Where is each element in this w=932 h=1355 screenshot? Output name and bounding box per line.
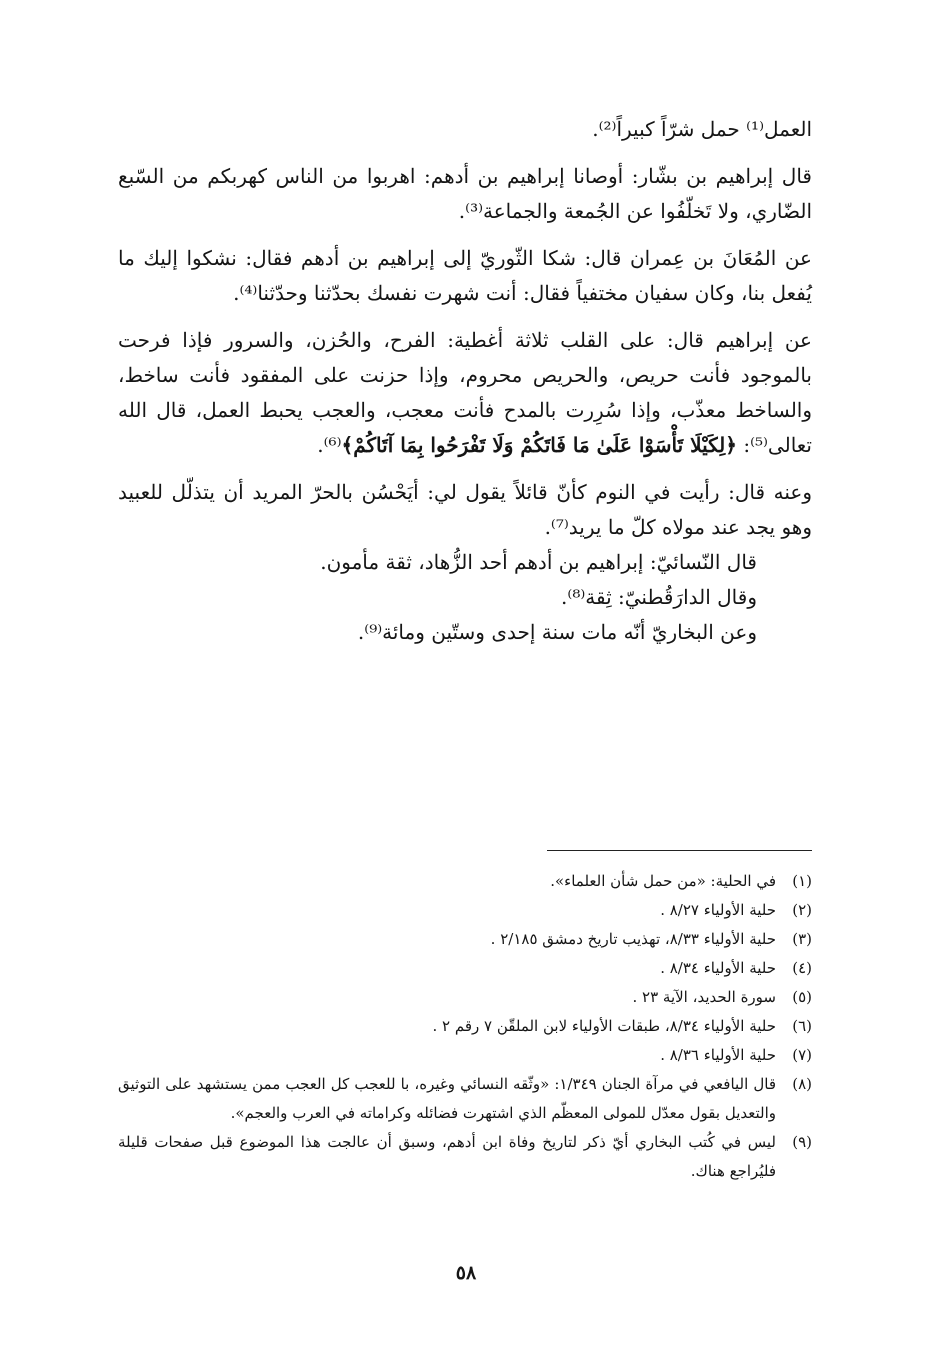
page-number: ٥٨ <box>455 1262 477 1284</box>
footnote-number: (١) <box>792 872 812 890</box>
footnote-number: (٤) <box>792 959 812 977</box>
footnote-number: (٨) <box>792 1075 812 1093</box>
footnote-4 <box>118 954 812 983</box>
main-text <box>118 112 812 650</box>
footnote-5 <box>118 983 812 1012</box>
footnote-text: ليس في كُتب البخاري أيّ ذكر لتاريخ وفاة ابن أدهم، وسبق أن عالجت هذا الموضوع قبل صفحات قليلة فليُراجع هناك. <box>118 1133 776 1180</box>
footnote-number: (٢) <box>792 901 812 919</box>
footnote-number: (٦) <box>792 1017 812 1035</box>
indented-block <box>118 545 757 650</box>
footnote-text: حلية الأولياء ٨/٢٧ . <box>660 901 776 919</box>
paragraph-3: عن المُعَانَ بن عِمران قال: شكا الثّوريّ إلى إبراهيم بن أدهم فقال: نشكوا إليك ما يُفعل بنا، وكان سفيان مختفياً فقال: أنت شهرت نفسك بحدّثنا وحدّثنا⁽⁴⁾. <box>118 246 812 305</box>
footnote-3 <box>118 925 812 954</box>
footnote-divider <box>547 850 812 851</box>
paragraph-6: قال النّسائيّ: إبراهيم بن أدهم أحد الزُّهاد، ثقة مأمون. <box>320 550 757 574</box>
paragraph-4 <box>118 323 812 463</box>
footnote-2 <box>118 896 812 925</box>
footnote-text: حلية الأولياء ٨/٣٤، طبقات الأولياء لابن الملقّن ٧ رقم ٢ . <box>432 1017 776 1035</box>
quran-verse: ﴿لِكَيْلَا تَأْسَوْا عَلَىٰ مَا فَاتَكُمْ وَلَا تَفْرَحُوا بِمَا آتَاكُمْ﴾ <box>341 433 737 457</box>
footnote-number: (٧) <box>792 1046 812 1064</box>
paragraph-4-end: ⁽⁶⁾. <box>317 433 342 457</box>
paragraph-1: العمل⁽¹⁾ حمل شرّاً كبيراً⁽²⁾. <box>592 117 812 141</box>
footnote-text: حلية الأولياء ٨/٣٦ . <box>660 1046 776 1064</box>
paragraph-2: قال إبراهيم بن بشّار: أوصانا إبراهيم بن أدهم: اهربوا من الناس كهربكم من السّبع الضّاري، ولا تَخلّفُوا عن الجُمعة والجماعة⁽³⁾. <box>118 164 812 223</box>
paragraph-5: وعنه قال: رأيت في النوم كأنّ قائلاً يقول لي: أيَحْسُن بالحرّ المريد أن يتذلّل للعبيد وهو يجد عند مولاه كلّ ما يريد⁽⁷⁾. <box>118 480 812 539</box>
footnote-7 <box>118 1041 812 1070</box>
footnotes <box>118 867 812 1186</box>
paragraph-8: وعن البخاريّ أنّه مات سنة إحدى وستّين ومائة⁽⁹⁾. <box>357 620 757 644</box>
footnote-1 <box>118 867 812 896</box>
footnote-text: حلية الأولياء ٨/٣٣، تهذيب تاريخ دمشق ٢/١٨٥ . <box>490 930 776 948</box>
footnote-6 <box>118 1012 812 1041</box>
footnote-text: سورة الحديد، الآية ٢٣ . <box>632 988 776 1006</box>
footnote-8 <box>118 1070 812 1128</box>
footnote-text: قال اليافعي في مرآة الجنان ١/٣٤٩: «وثّقه النسائي وغيره، با للعجب كل العجب ممن يستشهد على التوثيق والتعديل بقول معدّل للمولى المعظّم الذي اشتهرت فضائله وكراماته في العرب والعجم». <box>118 1075 776 1122</box>
footnote-number: (٥) <box>792 988 812 1006</box>
footnote-9 <box>118 1128 812 1186</box>
footnote-text: في الحلية: «من حمل شأن العلماء». <box>550 872 776 890</box>
footnote-number: (٣) <box>792 930 812 948</box>
paragraph-4-text: عن إبراهيم قال: على القلب ثلاثة أغطية: الفرح، والحُزن، والسرور فإذا فرحت بالموجود فأنت حريص، والحريص محروم، وإذا حزنت على المفقود فأنت ساخط، والساخط معذّب، وإذا سُرِرت بالمدح فأنت معجب، والعجب يحبط العمل، قال الله تعالى⁽⁵⁾: <box>118 328 812 457</box>
paragraph-7: وقال الدارَقُطنيّ: ثِقة⁽⁸⁾. <box>561 585 757 609</box>
footnote-number: (٩) <box>792 1133 812 1151</box>
footnote-text: حلية الأولياء ٨/٣٤ . <box>660 959 776 977</box>
